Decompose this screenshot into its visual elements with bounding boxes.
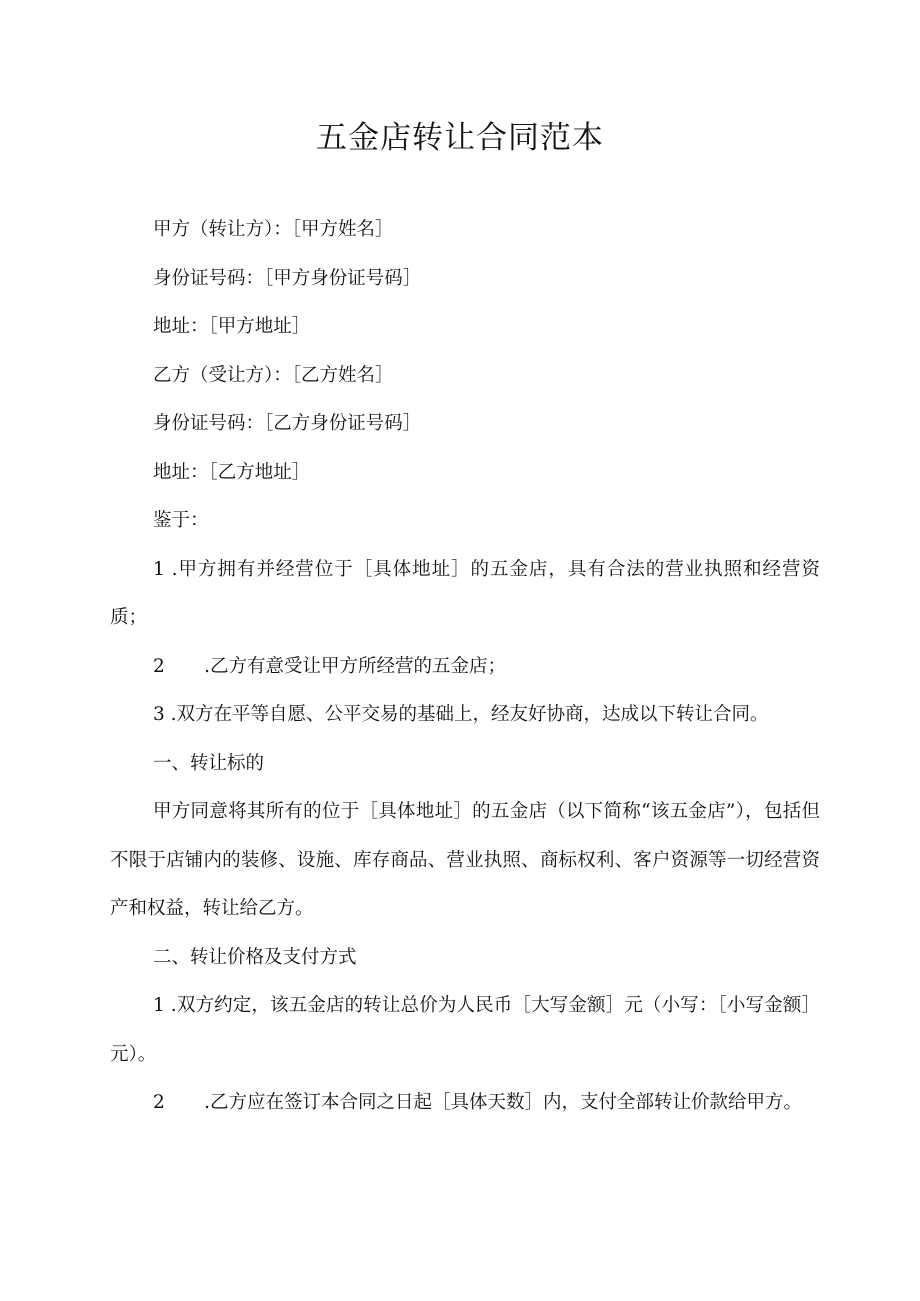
section-2-item-2: 2 .乙方应在签订本合同之日起［具体天数］内，支付全部转让价款给甲方。 (153, 1092, 802, 1113)
document-body (110, 206, 820, 1128)
document-title: 五金店转让合同范本 (316, 120, 604, 156)
party-b-address: 地址：［乙方地址］ (153, 461, 311, 483)
whereas-heading: 鉴于： (153, 510, 209, 531)
party-b-name: 乙方（受让方）：［乙方姓名］ (153, 364, 394, 386)
party-b-id-number: 身份证号码：［乙方身份证号码］ (153, 413, 422, 434)
section-1-heading: 一、转让标的 (153, 752, 265, 774)
party-a-address: 地址：［甲方地址］ (153, 316, 311, 337)
whereas-item-3: 3 .双方在平等自愿、公平交易的基础上，经友好协商，达成以下转让合同。 (153, 704, 769, 725)
section-1-body: 甲方同意将其所有的位于［具体地址］的五金店（以下简称“该五金店”），包括但不限于店铺内的装修、设施、库存商品、营业执照、商标权利、客户资源等一切经营资产和权益，转让给乙方。 (110, 801, 820, 919)
party-a-name: 甲方（转让方）：［甲方姓名］ (153, 219, 394, 240)
section-2-item-1: 1 .双方约定，该五金店的转让总价为人民币［大写金额］元（小写：［小写金额］元）。 (110, 995, 820, 1065)
whereas-item-2: 2 .乙方有意受让甲方所经营的五金店； (153, 655, 506, 677)
section-2-heading: 二、转让价格及支付方式 (153, 946, 357, 968)
party-a-id-number: 身份证号码：［甲方身份证号码］ (153, 267, 422, 289)
whereas-item-1: 1 .甲方拥有并经营位于［具体地址］的五金店，具有合法的营业执照和经营资质； (110, 558, 820, 628)
